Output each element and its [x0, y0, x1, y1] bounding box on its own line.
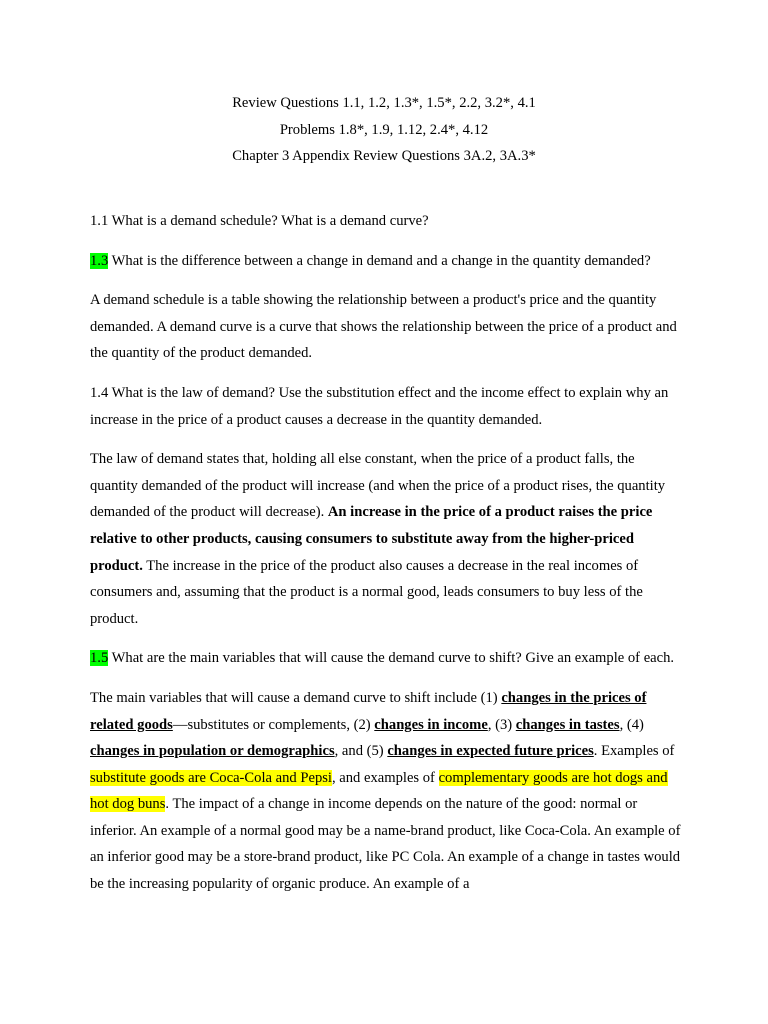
header-appendix-questions: Chapter 3 Appendix Review Questions 3A.2, 3A.3* — [232, 148, 536, 164]
underlined-term: changes in expected future prices — [387, 743, 594, 760]
header-problems: Problems 1.8*, 1.9, 1.12, 2.4*, 4.12 — [279, 121, 489, 138]
highlighted-text: complementary goods are hot dogs and hot dog buns — [90, 769, 668, 813]
question-1-5 — [90, 645, 682, 672]
header-review-questions: Review Questions 1.1, 1.2, 1.3*, 1.5*, 2.2, 3.2*, 4.1 — [232, 95, 536, 111]
answer-text: , (3) — [487, 716, 516, 733]
answer-1-1: A demand schedule is a table showing the relationship between a product's price and the quantity demanded. A demand curve is a curve that shows the relationship between the price of a product and the quantity of the product demanded. — [90, 292, 677, 362]
answer-text: . The impact of a change in income depends on the nature of the good: normal or inferior. An example of a normal good may be a name-brand product, like Coca-Cola. An example of an inferior good may be a store-brand product, like PC Cola. An example of a change in tastes would be the increasing popularity of organic produce. An example of a — [90, 796, 681, 893]
question-1-4: 1.4 What is the law of demand? Use the substitution effect and the income effect to explain why an increase in the price of a product causes a decrease in the quantity demanded. — [90, 384, 669, 428]
question-1-1: 1.1 What is a demand schedule? What is a demand curve? — [90, 213, 429, 229]
answer-text: , (4) — [619, 716, 644, 733]
underlined-term: changes in the prices of related goods — [90, 689, 647, 733]
highlighted-text: substitute goods are Coca-Cola and Pepsi — [90, 769, 332, 786]
answer-text: . Examples of — [593, 743, 675, 760]
answer-text: The increase in the price of the product also causes a decrease in the real incomes of consumers and, assuming that the product is a normal good, leads consumers to buy less of the product. — [90, 557, 643, 627]
underlined-term: changes in tastes — [515, 716, 620, 733]
question-text: What are the main variables that will cause the demand curve to shift? Give an example of each. — [108, 650, 675, 667]
answer-text: The law of demand states that, holding all else constant, when the price of a product falls, the quantity demanded of the product will increase (and when the price of a product rises, the quantity demanded of the product will decrease). — [90, 451, 666, 521]
answer-1-4 — [90, 446, 682, 632]
underlined-term: changes in population or demographics — [90, 743, 335, 760]
question-1-3 — [90, 248, 682, 275]
bold-statement: An increase in the price of a product raises the price relative to other products, causing consumers to substitute away from the higher-priced product. — [90, 504, 653, 574]
answer-text: —substitutes or complements, (2) — [172, 716, 375, 733]
question-text: What is the difference between a change in demand and a change in the quantity demanded? — [108, 252, 651, 269]
question-number-tag: 1.3 — [90, 252, 109, 269]
document-body — [90, 208, 682, 911]
underlined-term: changes in income — [374, 716, 488, 733]
question-number-tag: 1.5 — [90, 650, 109, 667]
answer-text: The main variables that will cause a demand curve to shift include (1) — [90, 689, 502, 706]
answer-text: , and (5) — [334, 743, 388, 760]
answer-text: , and examples of — [331, 769, 439, 786]
assignment-header — [0, 90, 768, 170]
answer-1-5 — [90, 685, 682, 898]
